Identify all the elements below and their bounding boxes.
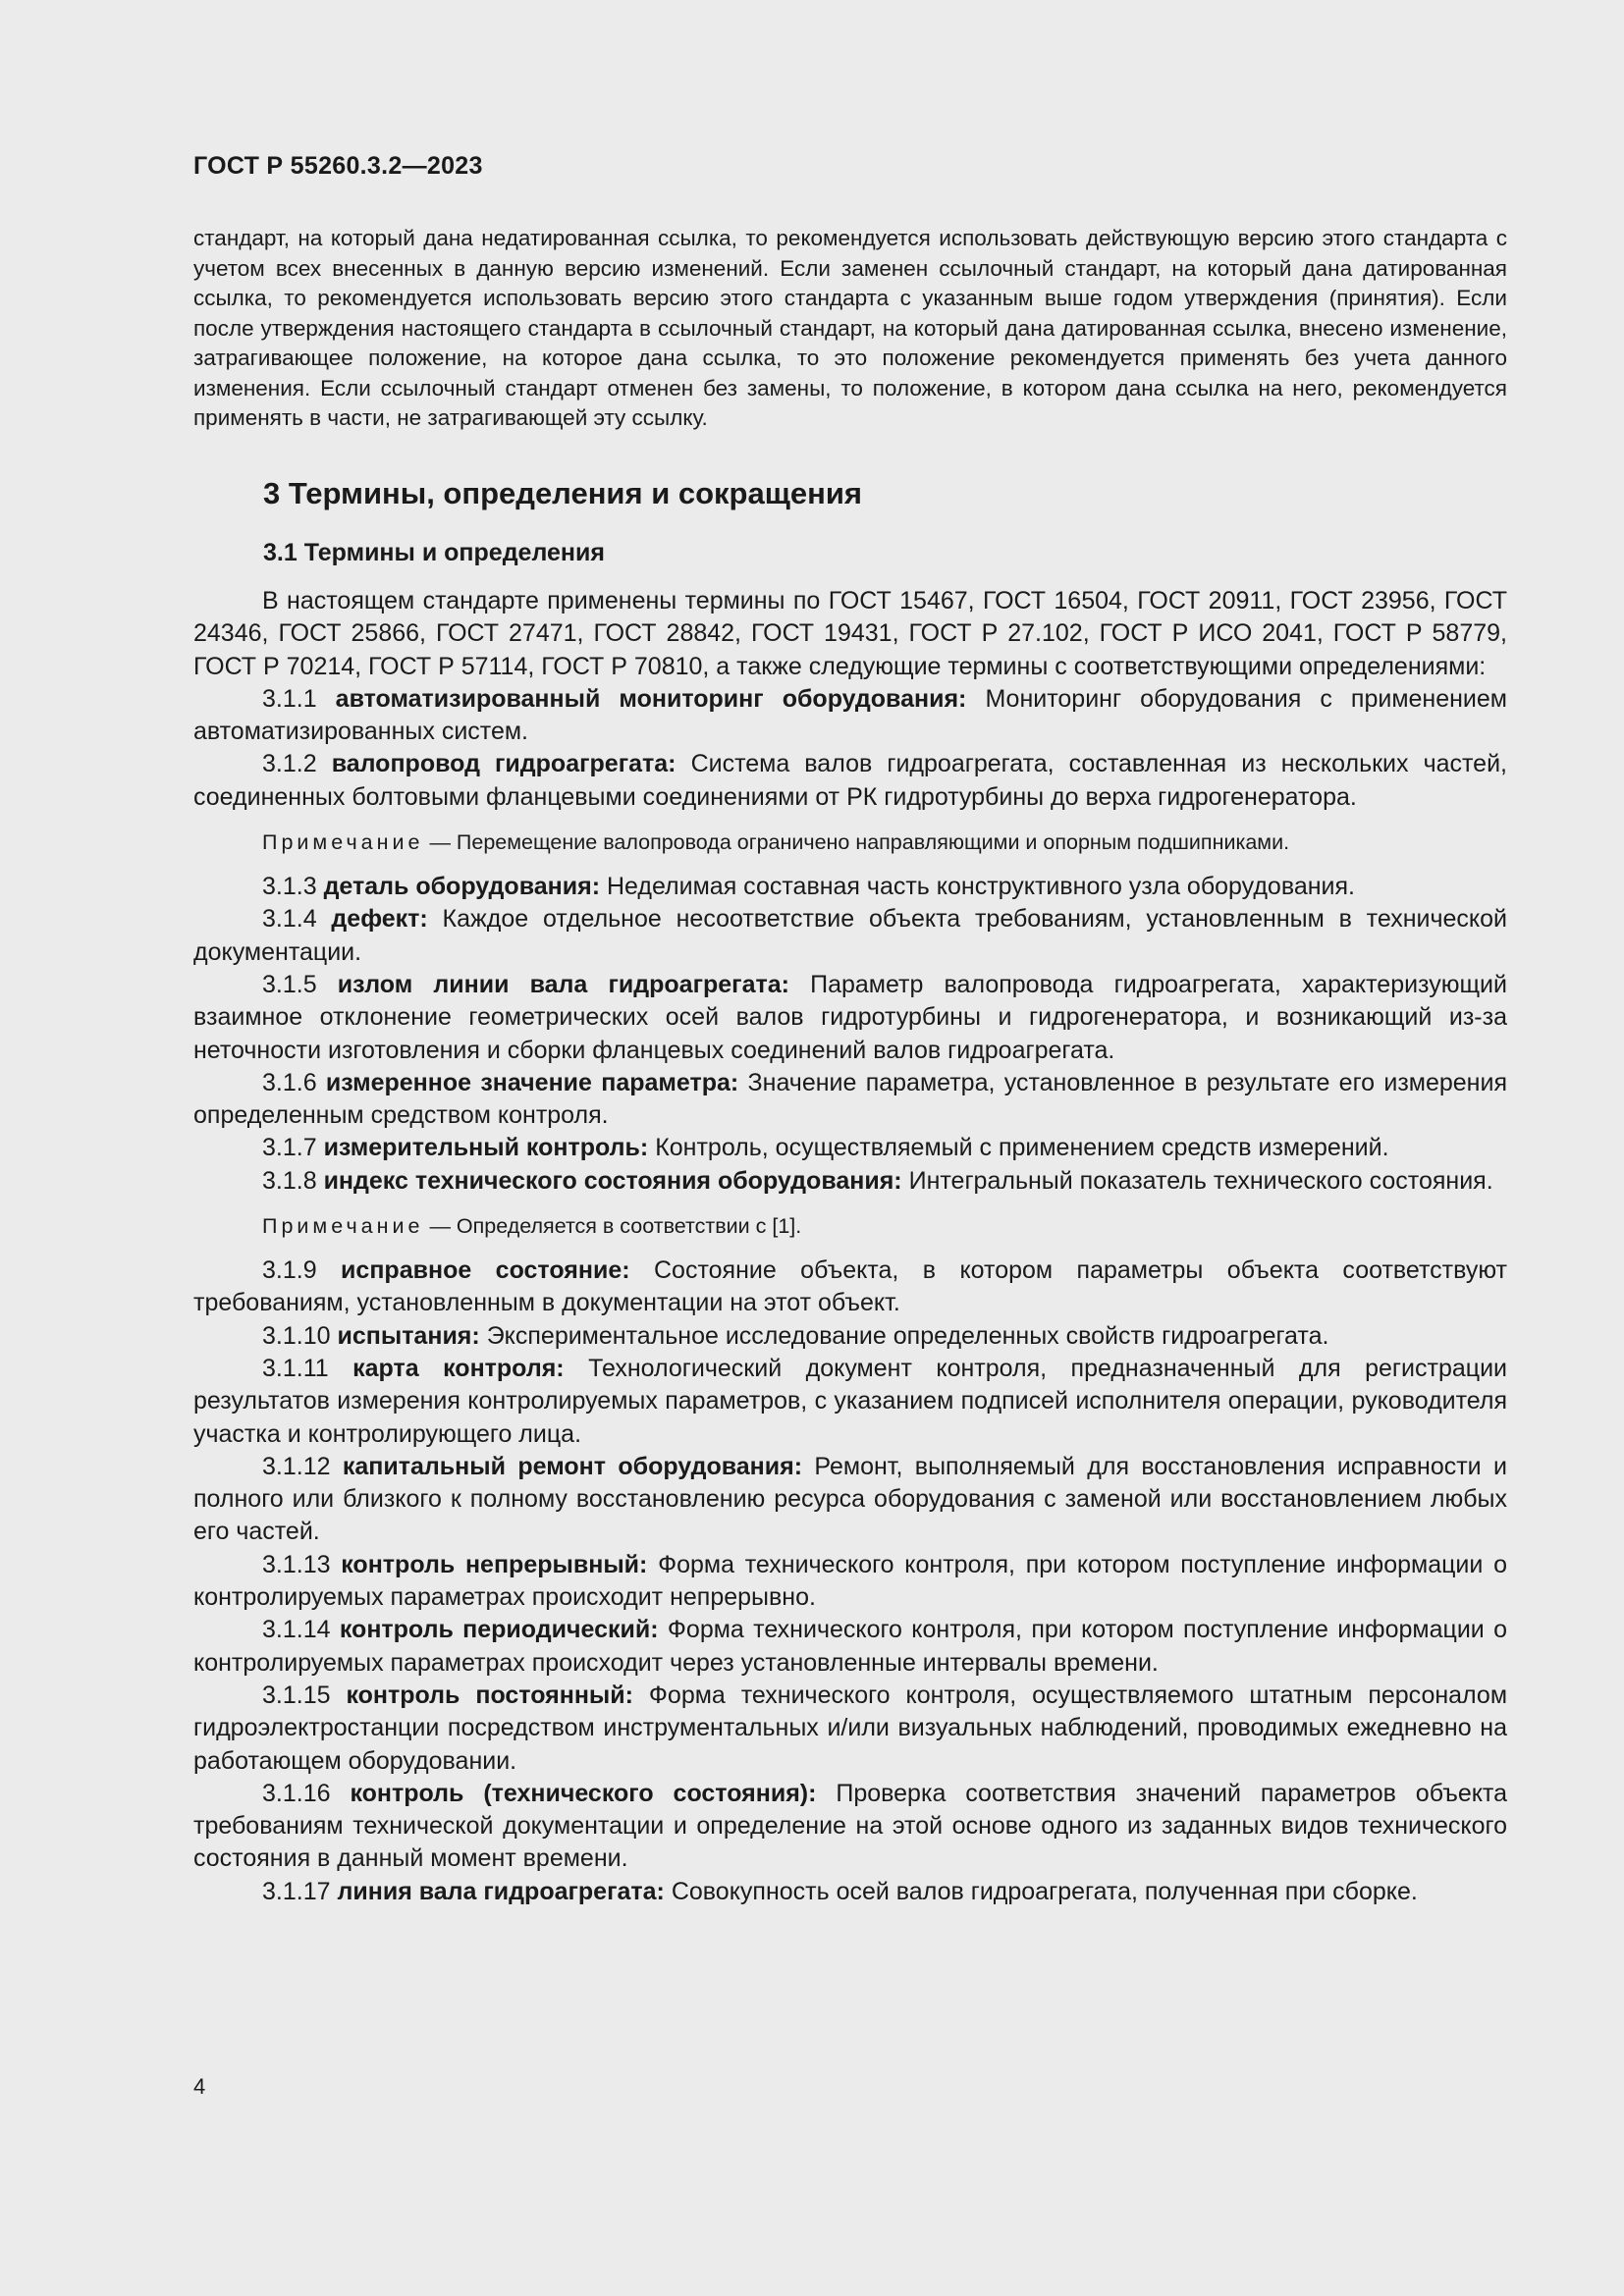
term-entry [193,1451,1507,1549]
term-definition: Параметр валопровода гидроагрегата, характеризующий взаимное отклонение геометрических осей валов гидротурбины и гидрогенератора, и возникающий из-за неточности изготовления и сборки фланцевых соединений валов гидроагрегата. [193,970,1507,1064]
document-code-header: ГОСТ Р 55260.3.2—2023 [193,152,483,180]
term-name: излом линии вала гидроагрегата: [337,970,789,998]
term-definition: Система валов гидроагрегата, составленная из нескольких частей, соединенных болтовыми фланцевыми соединениями от РК гидротурбины до верха гидрогенератора. [193,750,1507,811]
term-entry [193,748,1507,814]
term-entry [193,1614,1507,1680]
term-number: 3.1.5 [262,970,317,998]
term-definition: Проверка соответствия значений параметров объекта требованиям технической документации и определение на этой основе одного из заданных видов технического состояния в данный момент времени. [193,1779,1508,1873]
term-entry [193,1353,1507,1451]
term-definition: Неделимая составная часть конструктивного узла оборудования. [606,873,1355,901]
intro-paragraph: стандарт, на который дана недатированная ссылка, то рекомендуется использовать действующую версию этого стандарта с учетом всех внесенных в данную версию изменений. Если заменен ссылочный стандарт, на который дана датированная ссылка, то рекомендуется использовать версию этого стандарта с указанным выше годом утверждения (принятия). Если после утверждения настоящего стандарта в ссылочный стандарт, на который дана датированная ссылка, внесено изменение, затрагивающее положение, на которое дана ссылка, то это положение рекомендуется применять без учета данного изменения. Если ссылочный стандарт отменен без замены, то положение, в котором дана ссылка на него, рекомендуется применять в части, не затрагивающей эту ссылку. [193,226,1507,430]
term-definition: Контроль, осуществляемый с применением средств измерений. [655,1134,1389,1162]
term-entry [193,1549,1507,1615]
term-number: 3.1.10 [262,1321,331,1350]
term-definition: Интегральный показатель технического состояния. [908,1166,1493,1195]
term-entry [193,683,1507,749]
term-number: 3.1.11 [262,1354,329,1382]
term-name: индекс технического состояния оборудования: [323,1166,902,1195]
term-number: 3.1.2 [262,750,317,778]
term-name: испытания: [337,1321,480,1350]
term-definition: Форма технического контроля, при котором поступление информации о контролируемых параметрах происходит через установленные интервалы времени. [193,1616,1507,1677]
term-entry [193,969,1507,1067]
term-number: 3.1.7 [262,1134,317,1162]
lead-paragraph: В настоящем стандарте применены термины по ГОСТ 15467, ГОСТ 16504, ГОСТ 20911, ГОСТ 23956, ГОСТ 24346, ГОСТ 25866, ГОСТ 27471, ГОСТ 28842, ГОСТ 19431, ГОСТ Р 27.102, ГОСТ Р ИСО 2041, ГОСТ Р 58779, ГОСТ Р 70214, ГОСТ Р 57114, ГОСТ Р 70810, а также следующие термины с соответствующими определениями: [193,587,1507,680]
term-name: контроль постоянный: [346,1681,633,1709]
terms-body [193,585,1507,1908]
term-number: 3.1.4 [262,905,317,934]
section-title: 3 Термины, определения и сокращения [263,476,862,510]
note-label: Примечание [262,830,424,855]
term-name: капитальный ремонт оборудования: [342,1452,803,1480]
term-entry [193,1165,1507,1198]
term-name: измерительный контроль: [323,1134,649,1162]
term-name: измеренное значение параметра: [325,1068,739,1096]
term-definition: Состояние объекта, в котором параметры объекта соответствуют требованиям, установленным в документации на этот объект. [193,1256,1507,1317]
term-definition: Форма технического контроля, осуществляемого штатным персоналом гидроэлектростанции посредством инструментальных и/или визуальных наблюдений, проводимых ежедневно на работающем оборудовании. [193,1681,1508,1775]
note-text: — Определяется в соответствии с [1]. [429,1214,802,1239]
term-name: контроль (технического состояния): [350,1779,817,1807]
term-definition: Совокупность осей валов гидроагрегата, полученная при сборке. [671,1877,1418,1905]
term-name: исправное состояние: [341,1256,630,1285]
term-number: 3.1.16 [262,1779,331,1807]
term-name: деталь оборудования: [323,873,601,901]
term-definition: Каждое отдельное несоответствие объекта требованиям, установленным в технической документации. [193,905,1507,966]
term-definition: Мониторинг оборудования с применением автоматизированных систем. [193,684,1507,746]
term-entry [193,1255,1507,1320]
subsection-title: 3.1 Термины и определения [263,539,605,566]
term-name: автоматизированный мониторинг оборудования: [335,684,967,713]
note-paragraph [193,1211,1507,1241]
page-number: 4 [193,2074,206,2099]
term-number: 3.1.9 [262,1256,317,1285]
note-label: Примечание [262,1214,424,1239]
term-number: 3.1.1 [262,684,317,713]
term-entry [193,871,1507,903]
note-text: — Перемещение валопровода ограничено направляющими и опорным подшипниками. [429,830,1290,855]
term-number: 3.1.6 [262,1068,317,1096]
term-number: 3.1.12 [262,1452,331,1480]
term-name: валопровод гидроагрегата: [331,750,677,778]
term-entry [193,903,1507,969]
term-definition: Экспериментальное исследование определенных свойств гидроагрегата. [486,1321,1329,1350]
term-entry [193,1320,1507,1353]
term-name: контроль непрерывный: [341,1550,648,1578]
term-entry [193,1680,1507,1778]
term-number: 3.1.14 [262,1616,331,1644]
term-number: 3.1.17 [262,1877,331,1905]
term-definition: Ремонт, выполняемый для восстановления исправности и полного или близкого к полному восстановлению ресурса оборудования с заменой или восстановлением любых его частей. [193,1452,1507,1546]
term-entry [193,1132,1507,1164]
note-paragraph [193,828,1507,857]
term-entry [193,1778,1507,1876]
term-definition: Форма технического контроля, при котором поступление информации о контролируемых параметрах происходит непрерывно. [193,1550,1507,1612]
term-number: 3.1.13 [262,1550,331,1578]
term-definition: Технологический документ контроля, предназначенный для регистрации результатов измерения контролируемых параметров, с указанием подписей исполнителя операции, руководителя участка и контролирующего лица. [193,1354,1508,1448]
term-name: карта контроля: [352,1354,565,1382]
term-name: линия вала гидроагрегата: [337,1877,665,1905]
term-name: дефект: [331,905,428,934]
term-number: 3.1.3 [262,873,317,901]
term-number: 3.1.8 [262,1166,317,1195]
term-definition: Значение параметра, установленное в результате его измерения определенным средством контроля. [193,1068,1507,1130]
term-number: 3.1.15 [262,1681,331,1709]
term-name: контроль периодический: [339,1616,659,1644]
term-entry [193,1067,1507,1133]
term-entry [193,1876,1507,1908]
